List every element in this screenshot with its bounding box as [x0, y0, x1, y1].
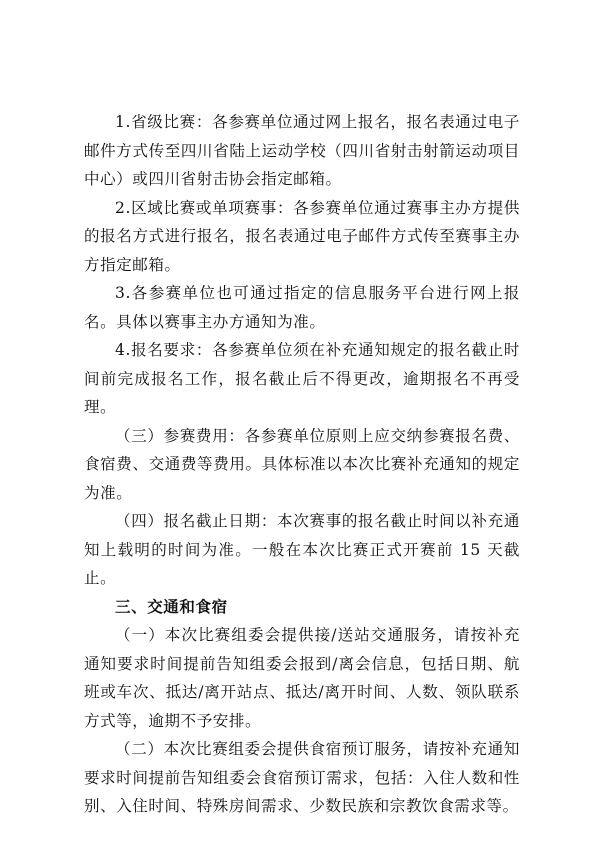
paragraph-registration-deadline: （四）报名截止日期：本次赛事的报名截止时间以补充通知上载明的时间为准。一般在本次比赛正式开赛前 15 天截止。 — [84, 512, 520, 587]
paragraph-regional-registration: 2.区域比赛或单项赛事：各参赛单位通过赛事主办方提供的报名方式进行报名，报名表通过电子邮件方式传至赛事主办方指定邮箱。 — [84, 198, 520, 274]
paragraph-platform-registration: 3.各参赛单位也可通过指定的信息服务平台进行网上报名。具体以赛事主办方通知为准。 — [84, 284, 520, 331]
paragraph-participation-fees: （三）参赛费用：各参赛单位原则上应交纳参赛报名费、食宿费、交通费等费用。具体标准以本次比赛补充通知的规定为准。 — [84, 426, 520, 502]
section-heading-transport-lodging: 三、交通和食宿 — [115, 597, 228, 616]
paragraph-lodging-service: （二）本次比赛组委会提供食宿预订服务，请按补充通知要求时间提前告知组委会食宿预订需求，包括：入住人数和性别、入住时间、特殊房间需求、少数民族和宗教饮食需求等。 — [84, 740, 520, 815]
paragraph-provincial-registration: 1.省级比赛：各参赛单位通过网上报名，报名表通过电子邮件方式传至四川省陆上运动学校（四川省射击射箭运动项目中心）或四川省射击协会指定邮箱。 — [84, 113, 520, 188]
paragraph-transport-service: （一）本次比赛组委会提供接/送站交通服务，请按补充通知要求时间提前告知组委会报到/离会信息，包括日期、航班或车次、抵达/离开站点、抵达/离开时间、人数、领队联系方式等，逾期不予安排。 — [84, 626, 520, 730]
paragraph-registration-requirements: 4.报名要求：各参赛单位须在补充通知规定的报名截止时间前完成报名工作，报名截止后不得更改，逾期报名不再受理。 — [84, 341, 520, 416]
